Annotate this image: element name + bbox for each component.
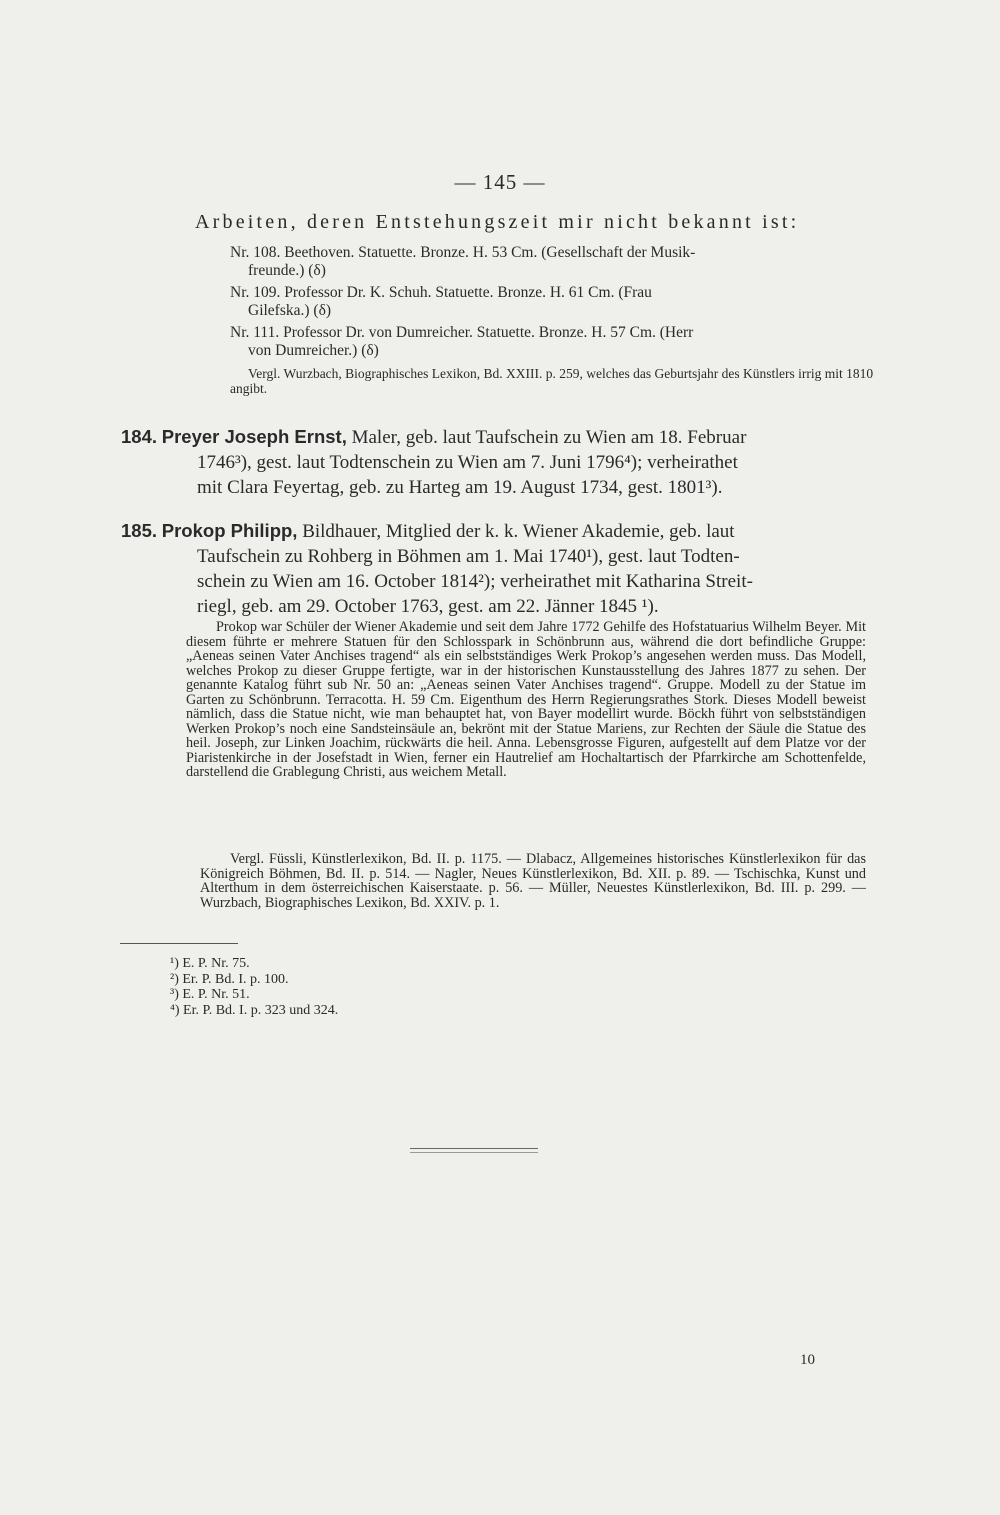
entry-text: riegl, geb. am 29. October 1763, gest. am 22. Jänner 1845 ¹). (197, 596, 659, 617)
entry-184 (121, 424, 866, 500)
body-paragraph: Prokop war Schüler der Wiener Akademie und seit dem Jahre 1772 Gehilfe des Hofstatuarius Wilhelm Beyer. Mit diesem führte er mehrere Statuen für den Schlosspark in Schönbrunn aus, während die dort befindliche Gruppe: „Aeneas seinen Vater Anchises tragend“ als ein selbstständiges Werk Prokop’s angesehen werden muss. Das Modell, welches Prokop zu dieser Gruppe fertigte, war in der historischen Kunstausstellung des Jahres 1877 zu sehen. Der genannte Katalog führt sub Nr. 50 an: „Aeneas seinen Vater Anchises tragend“. Gruppe. Modell zu der Statue im Garten zu Schönbrunn. Terracotta. H. 59 Cm. Eigenthum des Herrn Regierungsrathes Stork. Dieses Modell beweist nämlich, dass die Statue nicht, wie man behauptet hat, von Bayer modellirt wurde. Böckh führt von selbstständigen Werken Prokop’s noch eine Sandsteinsäule an, bekrönt mit der Statue Mariens, zur Rechten der Säule die Statue des heil. Joseph, zur Linken Joachim, rückwärts die heil. Anna. Lebensgrosse Figuren, aufgestellt auf dem Platze vor der Piaristenkirche in der Josefstadt in Wien, ferner ein Hautrelief am Hochaltartisch der Pfarrkirche am Schottenfelde, darstellend die Grablegung Christi, aus weichem Metall. (186, 619, 866, 780)
footnote-divider (120, 943, 238, 944)
entry-text: 1746³), gest. laut Todtenschein zu Wien am 7. Juni 1796⁴); verheirathet (197, 452, 738, 473)
entry-name: Preyer Joseph Ernst, (161, 426, 347, 447)
references-paragraph: Vergl. Füssli, Künstlerlexikon, Bd. II. p. 1175. — Dlabacz, Allgemeines historisches Künstlerlexikon für das Königreich Böhmen, Bd. II. p. 514. — Nagler, Neues Künstlerlexikon, Bd. XII. p. 89. — Tschischka, Kunst und Alterthum in dem österreichischen Kaiserstaate. p. 56. — Müller, Neuestes Künstlerlexikon, Bd. III. p. 299. — Wurzbach, Biographisches Lexikon, Bd. XXIV. p. 1. (200, 851, 866, 911)
end-ornament-rule (410, 1152, 538, 1153)
footnote: ³) E. P. Nr. 51. (170, 987, 250, 1002)
entry-185 (121, 518, 866, 619)
works-note: Vergl. Wurzbach, Biographisches Lexikon, Bd. XXIII. p. 259, welches das Geburtsjahr des Künstlers irrig mit 1810 angibt. (230, 366, 874, 396)
signature-mark: 10 (800, 1352, 815, 1368)
entry-text: Taufschein zu Rohberg in Böhmen am 1. Mai 1740¹), gest. laut Todten- (197, 546, 740, 567)
entry-text: schein zu Wien am 16. October 1814²); verheirathet mit Katharina Streit- (197, 571, 753, 592)
entry-number: 184. (121, 426, 158, 447)
page-number: — 145 — (454, 170, 546, 194)
footnote: ⁴) Er. P. Bd. I. p. 323 und 324. (170, 1002, 339, 1018)
work-item-108 (230, 244, 862, 280)
footnotes (170, 956, 338, 1018)
entry-text: mit Clara Feyertag, geb. zu Harteg am 19. August 1734, gest. 1801³). (197, 477, 723, 498)
entry-185-references (200, 852, 866, 910)
work-item-line: Nr. 108. Beethoven. Statuette. Bronze. H. 53 Cm. (Gesellschaft der Musik- (230, 244, 696, 261)
work-item-109 (230, 284, 862, 320)
entry-name: Prokop Philipp, (161, 520, 298, 541)
work-item-111 (230, 324, 862, 360)
end-ornament-rule (410, 1148, 538, 1149)
work-item-continuation: freunde.) (δ) (248, 262, 326, 279)
work-item-line: Nr. 111. Professor Dr. von Dumreicher. Statuette. Bronze. H. 57 Cm. (Herr (230, 324, 694, 341)
entry-text: Bildhauer, Mitglied der k. k. Wiener Akademie, geb. laut (297, 521, 735, 542)
footnote: ¹) E. P. Nr. 75. (170, 956, 250, 971)
entry-185-body (186, 620, 866, 780)
work-item-line: Nr. 109. Professor Dr. K. Schuh. Statuette. Bronze. H. 61 Cm. (Frau (230, 284, 652, 301)
work-item-continuation: von Dumreicher.) (δ) (248, 342, 379, 359)
work-item-continuation: Gilefska.) (δ) (248, 302, 332, 319)
entry-number: 185. (121, 520, 158, 541)
section-heading: Arbeiten, deren Entstehungszeit mir nicht bekannt ist: (195, 211, 800, 233)
footnote: ²) Er. P. Bd. I. p. 100. (170, 971, 289, 987)
entry-text: Maler, geb. laut Taufschein zu Wien am 18. Februar (346, 427, 747, 448)
